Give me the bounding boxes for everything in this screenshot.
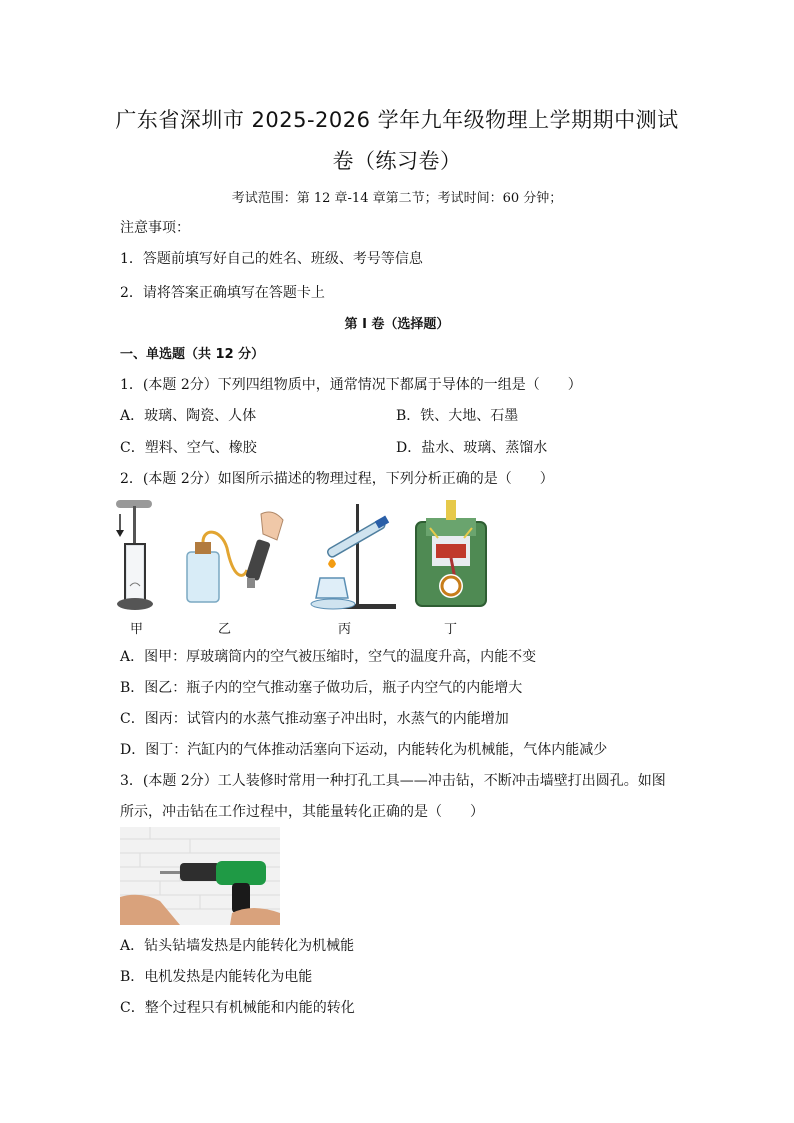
note-item: 1．答题前填写好自己的姓名、班级、考号等信息 — [120, 251, 423, 267]
q3-option-a: A．钻头钻墙发热是内能转化为机械能 — [120, 938, 355, 954]
figure-jia-compression-cylinder — [112, 494, 160, 616]
q2-option-d: D．图丁：汽缸内的气体推动活塞向下运动，内能转化为机械能，气体内能减少 — [120, 742, 608, 758]
exam-info: 考试范围：第 12 章-14 章第二节；考试时间：60 分钟； — [231, 191, 563, 206]
q1-option-b: B．铁、大地、石墨 — [396, 408, 519, 424]
q1-option-c: C．塑料、空气、橡胶 — [120, 440, 257, 456]
note-item: 2．请将答案正确填写在答题卡上 — [120, 285, 325, 301]
exam-title-line1: 广东省深圳市 2025-2026 学年九年级物理上学期期中测试 — [115, 108, 679, 132]
q1-option-a: A．玻璃、陶瓷、人体 — [120, 408, 257, 424]
figure-label-bing: 丙 — [338, 622, 352, 637]
figure-label-ding: 丁 — [444, 622, 458, 637]
question-3-stem-line1: 3．(本题 2分）工人装修时常用一种打孔工具——冲击钻，不断冲击墙壁打出圆孔。如图 — [120, 773, 666, 789]
q1-option-d: D．盐水、玻璃、蒸馏水 — [396, 440, 548, 456]
q3-option-b: B．电机发热是内能转化为电能 — [120, 969, 313, 985]
q2-option-a: A．图甲：厚玻璃筒内的空气被压缩时，空气的温度升高，内能不变 — [120, 649, 537, 665]
question-3-stem-line2: 所示，冲击钻在工作过程中，其能量转化正确的是（ ） — [120, 804, 484, 820]
figure-yi-bottle-pump — [185, 508, 291, 608]
question-1-stem: 1．(本题 2分）下列四组物质中，通常情况下都属于导体的一组是（ ） — [120, 377, 582, 393]
q2-option-b: B．图乙：瓶子内的空气推动塞子做功后，瓶子内空气的内能增大 — [120, 680, 523, 696]
part-heading: 第 I 卷（选择题） — [344, 317, 450, 332]
figure-bing-test-tube-heating — [306, 500, 398, 612]
figure-label-yi: 乙 — [218, 622, 232, 637]
q2-option-c: C．图丙：试管内的水蒸气推动塞子冲出时，水蒸气的内能增加 — [120, 711, 509, 727]
impact-drill-photo — [120, 827, 280, 925]
section-heading: 一、单选题（共 12 分） — [120, 347, 265, 362]
notes-heading: 注意事项： — [120, 220, 190, 236]
q3-option-c: C．整个过程只有机械能和内能的转化 — [120, 1000, 355, 1016]
figure-ding-engine-cylinder — [412, 498, 490, 610]
question-2-stem: 2．(本题 2分）如图所示描述的物理过程，下列分析正确的是（ ） — [120, 471, 554, 487]
exam-title-line2: 卷（练习卷） — [332, 149, 462, 173]
figure-label-jia: 甲 — [130, 622, 144, 637]
